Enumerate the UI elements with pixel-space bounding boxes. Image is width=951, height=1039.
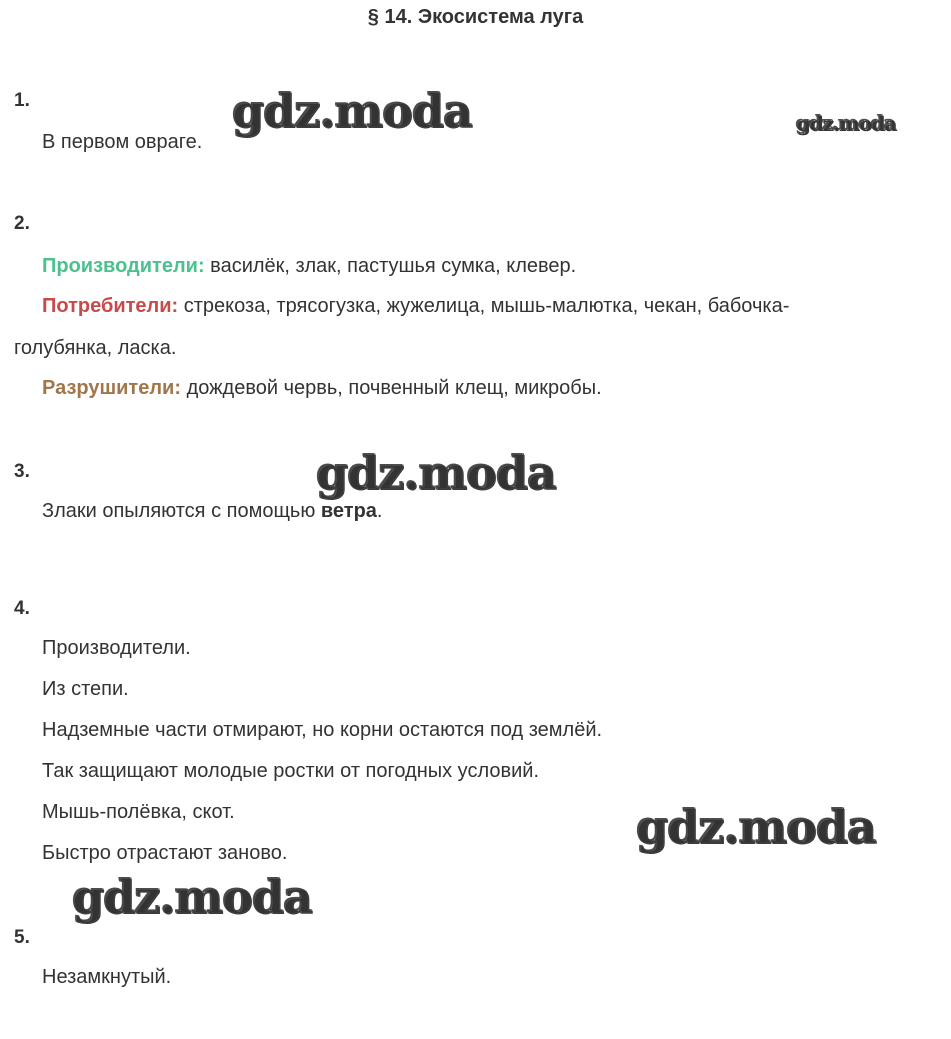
consumers-text-1: стрекоза, трясогузка, жужелица, мышь-малютка, чекан, бабочка- [178,295,790,317]
question-1-number: 1. [14,90,30,111]
question-1-answer: В первом овраге. [42,131,203,153]
question-4-line: Так защищают молодые ростки от погодных условий. [42,760,540,782]
watermark-logo: gdz.moda [796,111,896,135]
watermark-logo: gdz.moda [72,870,312,924]
question-3-answer [42,500,382,523]
consumers-line-1 [42,295,789,318]
question-3-text-before: Злаки опыляются с помощью [42,500,321,522]
question-4-line: Производители. [42,637,191,659]
consumers-label: Потребители: [42,295,179,317]
question-4-line: Быстро отрастают заново. [42,842,288,864]
producers-label: Производители: [42,255,205,277]
question-5-answer: Незамкнутый. [42,966,172,988]
producers-text: василёк, злак, пастушья сумка, клевер. [204,255,577,277]
watermark-logo: gdz.moda [636,800,876,854]
question-5-number: 5. [14,927,30,948]
question-3-text-after: . [376,500,383,522]
decomposers-label: Разрушители: [42,377,182,399]
question-4-line: Из степи. [42,678,129,700]
watermark-logo: gdz.moda [316,446,556,500]
question-3-bold: ветра [320,500,377,522]
watermark-logo: gdz.moda [232,84,472,138]
question-4-number: 4. [14,598,30,619]
question-3-number: 3. [14,461,30,482]
page-title: § 14. Экосистема луга [367,6,584,28]
decomposers-line [42,377,602,400]
consumers-line-2: голубянка, ласка. [14,337,177,359]
question-2-number: 2. [14,213,30,234]
producers-line [42,255,576,278]
question-4-line: Надземные части отмирают, но корни остаются под землёй. [42,719,603,741]
question-4-line: Мышь-полёвка, скот. [42,801,235,823]
decomposers-text: дождевой червь, почвенный клещ, микробы. [181,377,602,399]
